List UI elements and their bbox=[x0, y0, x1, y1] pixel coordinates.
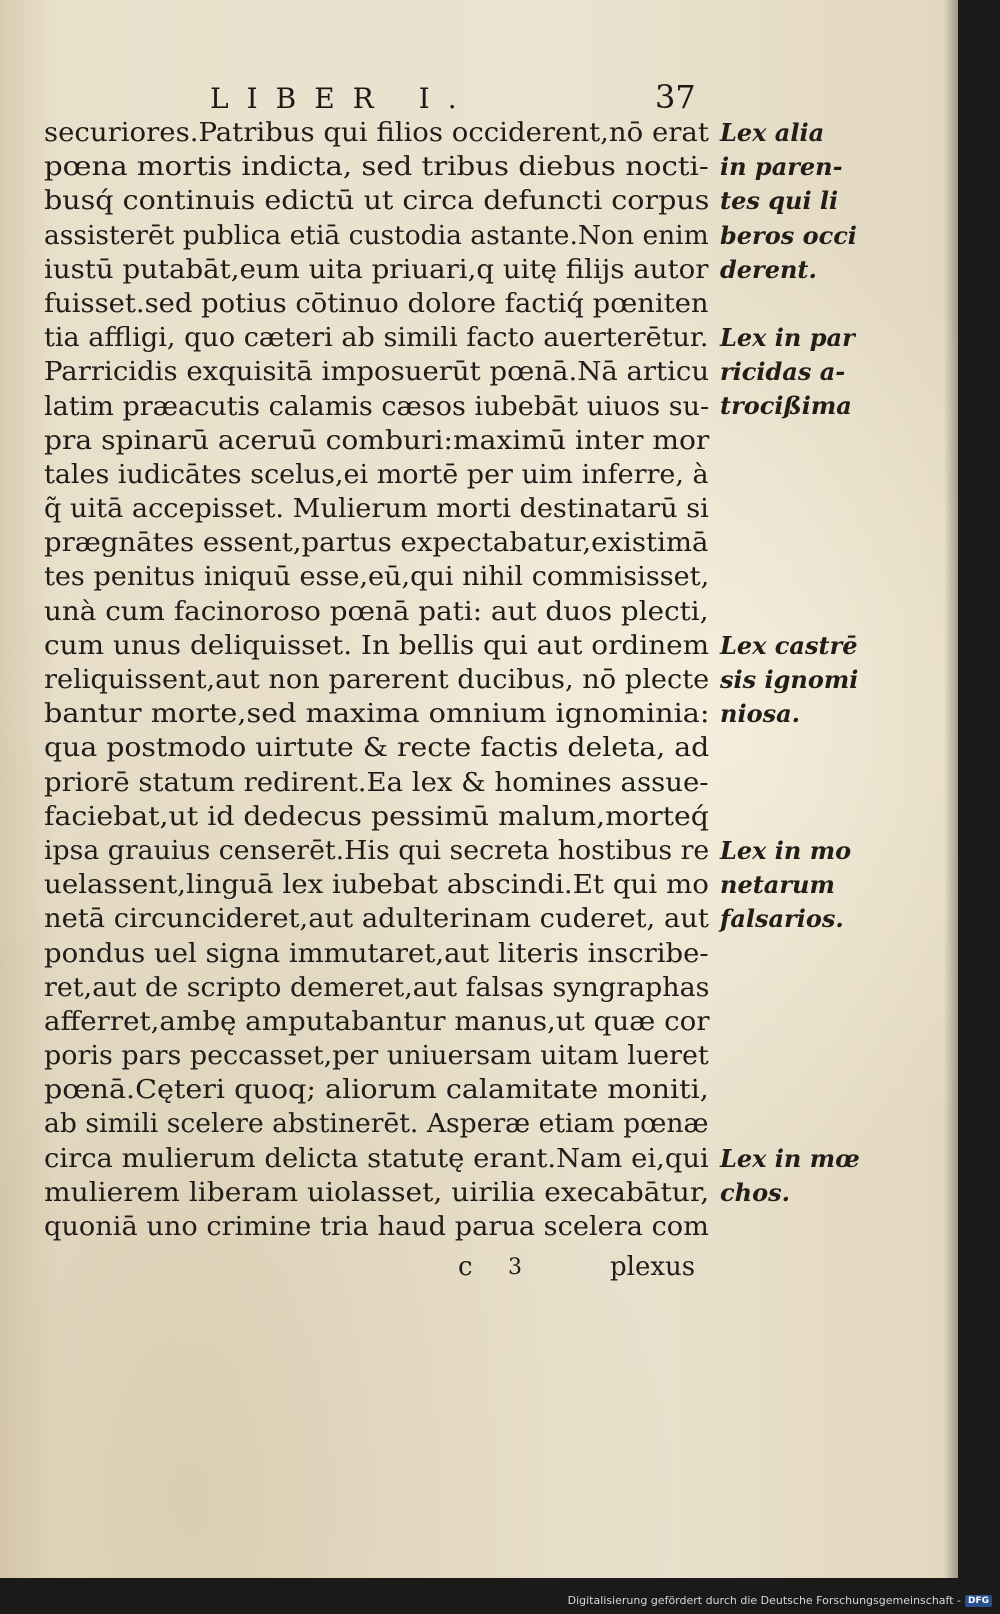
marginal-note-line: niosa. bbox=[720, 699, 800, 729]
marginal-note-3 bbox=[720, 629, 860, 732]
text-line: tia affligi, quo cæteri ab simili facto auerterētur. bbox=[44, 323, 709, 354]
text-line: pœna mortis indicta, sed tribus diebus nocti- bbox=[44, 152, 709, 183]
page-number: 37 bbox=[655, 78, 696, 116]
text-line: quoniā uno crimine tria haud parua scelera com bbox=[44, 1212, 709, 1242]
marginal-note-line: sis ignomi bbox=[720, 665, 859, 695]
text-line: latim præacutis calamis cæsos iubebāt uiuos su- bbox=[44, 391, 710, 422]
text-line: netā circuncideret,aut adulterinam cuderet, aut bbox=[44, 904, 709, 935]
marginal-note-line: chos. bbox=[720, 1178, 790, 1208]
marginal-note-line: beros occi bbox=[720, 220, 857, 250]
text-line: pra spinarū aceruū comburi:maximū inter mor bbox=[44, 425, 710, 456]
marginal-note-line: Lex in mœ bbox=[720, 1144, 860, 1173]
text-line: busq́ continuis edictū ut circa defuncti corpus bbox=[44, 186, 710, 217]
text-line: pœnā.Cęteri quoq; aliorum calamitate moniti, bbox=[44, 1075, 709, 1106]
running-title: LIBER I. bbox=[210, 82, 475, 115]
text-line: ipsa grauius censerēt.His qui secreta hostibus re bbox=[44, 835, 710, 866]
marginal-note-1 bbox=[720, 116, 860, 287]
text-line: unà cum facinoroso pœnā pati: aut duos plecti, bbox=[44, 596, 709, 627]
credit-text: Digitalisierung gefördert durch die Deutsche Forschungsgemeinschaft - bbox=[567, 1594, 961, 1607]
text-line: tes penitus iniquū esse,eū,qui nihil commisisset, bbox=[44, 562, 710, 593]
text-line: tales iudicātes scelus,ei mortē per uim inferre, à bbox=[44, 459, 709, 490]
text-line: circa mulierum delicta statutę erant.Nam ei,qui bbox=[44, 1143, 709, 1174]
marginal-note-5 bbox=[720, 1142, 860, 1210]
page-footer bbox=[0, 1252, 958, 1292]
marginal-note-line: falsarios. bbox=[720, 904, 844, 934]
text-line: poris pars peccasset,per uniuersam uitam lueret bbox=[44, 1041, 709, 1072]
marginal-note-line: trocißima bbox=[720, 391, 852, 421]
text-line: Parricidis exquisitā imposuerūt pœnā.Nā articu bbox=[44, 357, 710, 388]
digitization-credit bbox=[568, 1594, 992, 1607]
signature-number: 3 bbox=[508, 1255, 522, 1280]
text-line: faciebat,ut id dedecus pessimū malum,morteq́ bbox=[44, 801, 709, 832]
marginal-note-line: in paren- bbox=[720, 152, 843, 182]
text-line: q̃ uitā accepisset. Mulierum morti destinatarū si bbox=[44, 494, 709, 525]
marginal-note-2 bbox=[720, 321, 860, 424]
text-line: iustū putabāt,eum uita priuari,q uitę filijs autor bbox=[44, 254, 709, 285]
marginal-note-line: Lex in mo bbox=[720, 836, 852, 865]
text-line: cum unus deliquisset. In bellis qui aut ordinem bbox=[44, 630, 710, 661]
text-line: pondus uel signa immutaret,aut literis inscribe- bbox=[44, 938, 709, 969]
main-text-block bbox=[44, 116, 714, 1244]
text-line: uelassent,linguā lex iubebat abscindi.Et qui mo bbox=[44, 870, 709, 901]
dfg-logo-icon: DFG bbox=[965, 1595, 992, 1607]
text-line: assisterēt publica etiā custodia astante.Non enim bbox=[44, 220, 709, 251]
marginal-note-line: derent. bbox=[720, 254, 817, 284]
text-line: ret,aut de scripto demeret,aut falsas syngraphas bbox=[44, 972, 710, 1003]
marginal-note-line: Lex castrē bbox=[720, 631, 858, 660]
text-line: afferret,ambę amputabantur manus,ut quæ cor bbox=[44, 1006, 710, 1037]
text-line: mulierem liberam uiolasset, uirilia execabātur, bbox=[44, 1177, 710, 1208]
text-line: securiores.Patribus qui filios occiderent,nō erat bbox=[44, 118, 709, 148]
marginal-note-line: Lex alia bbox=[720, 118, 825, 147]
text-line: qua postmodo uirtute & recte factis deleta, ad bbox=[44, 733, 710, 764]
marginal-note-line: tes qui li bbox=[720, 186, 839, 216]
text-line: reliquissent,aut non parerent ducibus, nō plecte bbox=[44, 665, 710, 695]
text-line: fuisset.sed potius cōtinuo dolore factiq́ pœniten bbox=[44, 288, 709, 319]
text-line: prægnātes essent,partus expectabatur,existimā bbox=[44, 528, 709, 559]
marginal-note-4 bbox=[720, 834, 860, 937]
marginal-note-line: Lex in par bbox=[720, 323, 855, 352]
marginal-note-line: netarum bbox=[720, 870, 835, 900]
marginal-note-line: ricidas a- bbox=[720, 357, 846, 387]
text-line: priorē statum redirent.Ea lex & homines assue- bbox=[44, 767, 709, 798]
text-line: bantur morte,sed maxima omnium ignominia: bbox=[44, 699, 710, 730]
text-line: ab simili scelere abstinerēt. Asperæ etiam pœnæ bbox=[44, 1109, 709, 1140]
signature-mark: c bbox=[458, 1252, 473, 1282]
catchword: plexus bbox=[610, 1252, 696, 1282]
